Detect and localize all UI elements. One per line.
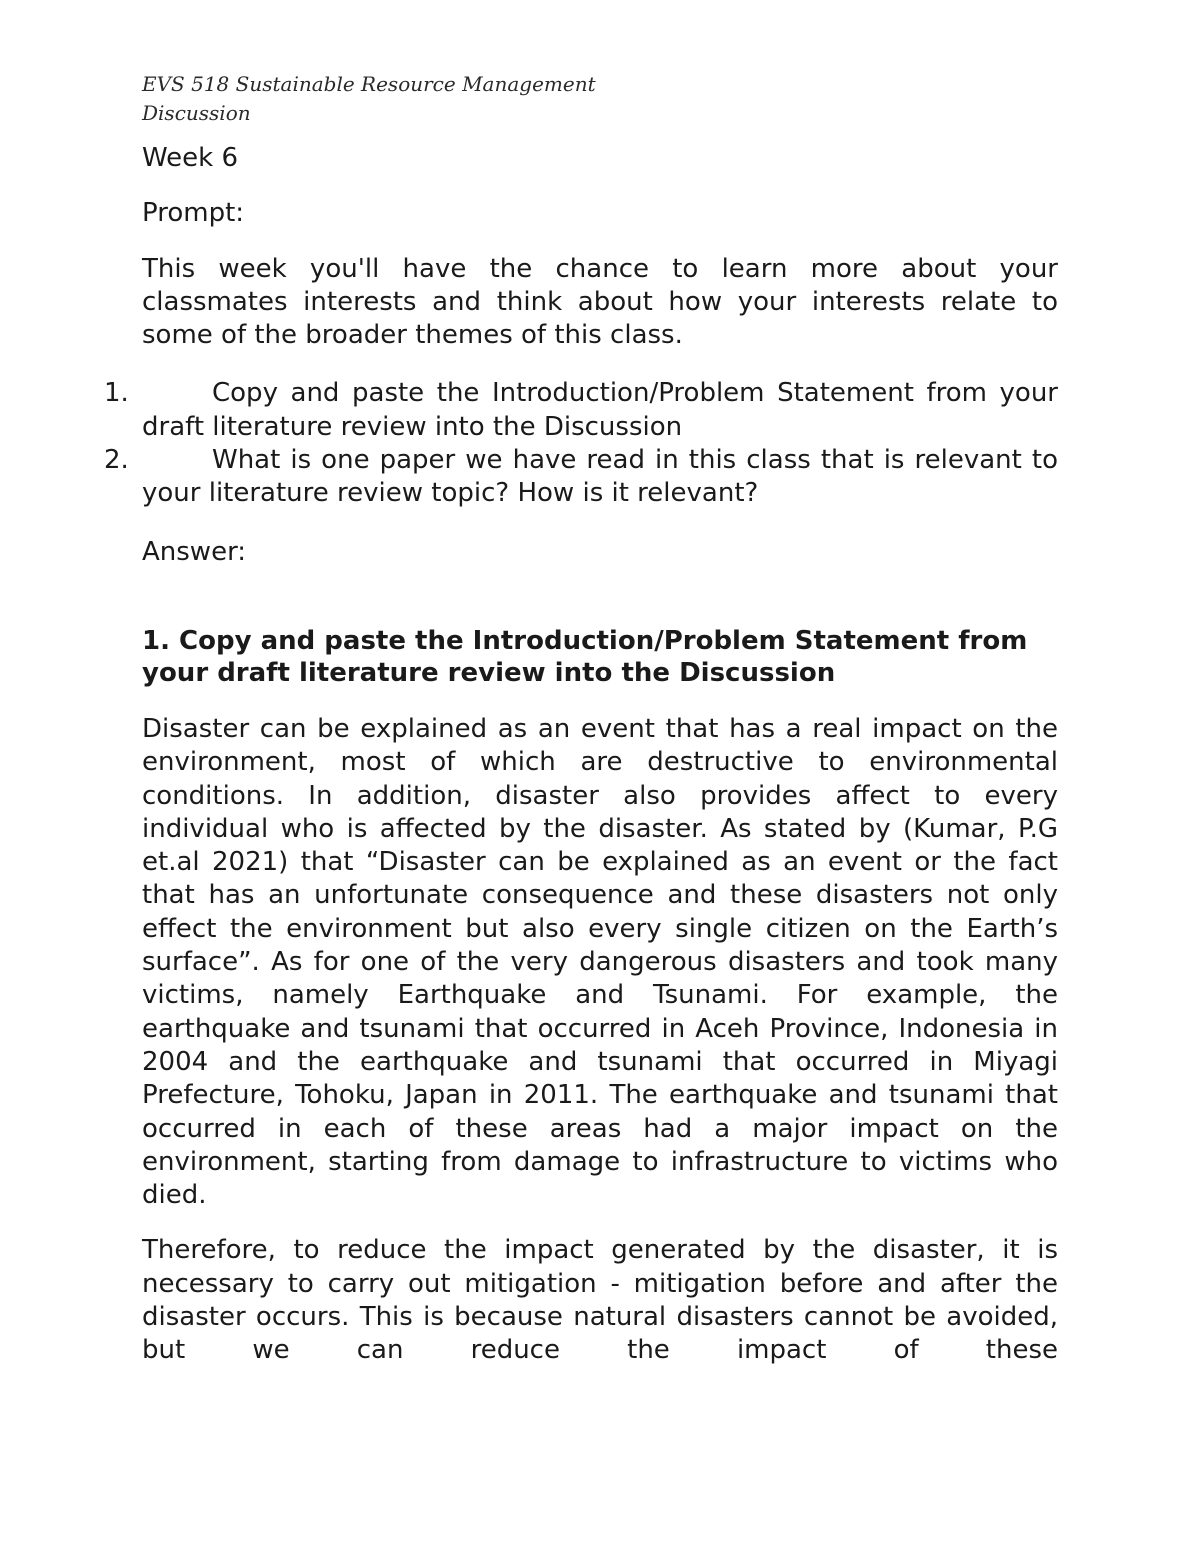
- list-item: [104, 377, 1058, 444]
- answer-label: Answer:: [142, 536, 247, 567]
- answer-heading: 1. Copy and paste the Introduction/Problem Statement from your draft literature review into the Discussion: [142, 625, 1028, 688]
- document-type: Discussion: [142, 101, 251, 125]
- document-header: [142, 70, 1058, 128]
- list-item-text: Copy and paste the Introduction/Problem Statement from your draft literature review into the Discussion: [142, 378, 1058, 442]
- list-item-number: 1.: [104, 378, 129, 409]
- course-title: EVS 518 Sustainable Resource Management: [142, 72, 596, 96]
- week-label: Week 6: [142, 143, 239, 173]
- answer-paragraph: Disaster can be explained as an event that has a real impact on the environment, most of which are destructive to environmental conditions. In addition, disaster also provides affect to every individual who is affected by the disaster. As stated by (Kumar, P.G et.al 2021) that “Disaster can be explained as an event or the fact that has an unfortunate consequence and these disasters not only effect the environment but also every single citizen on the Earth’s surface”. As for one of the very dangerous disasters and took many victims, namely Earthquake and Tsunami. For example, the earthquake and tsunami that occurred in Aceh Province, Indonesia in 2004 and the earthquake and tsunami that occurred in Miyagi Prefecture, Tohoku, Japan in 2011. The earthquake and tsunami that occurred in each of these areas had a major impact on the environment, starting from damage to infrastructure to victims who died.: [142, 713, 1058, 1211]
- prompt-list: [104, 377, 1058, 510]
- list-item-text: What is one paper we have read in this class that is relevant to your literature review topic? How is it relevant?: [142, 445, 1058, 509]
- list-item-number: 2.: [104, 445, 129, 476]
- prompt-text: This week you'll have the chance to learn more about your classmates interests and think about how your interests relate to some of the broader themes of this class.: [142, 253, 1058, 351]
- answer-paragraph: Therefore, to reduce the impact generated by the disaster, it is necessary to carry out mitigation - mitigation before and after the disaster occurs. This is because natural disasters cannot be avoided, but we can reduce the impact of these: [142, 1235, 1058, 1366]
- list-item: [104, 444, 1058, 511]
- document-page: [104, 70, 1058, 1368]
- prompt-label: Prompt:: [142, 198, 245, 229]
